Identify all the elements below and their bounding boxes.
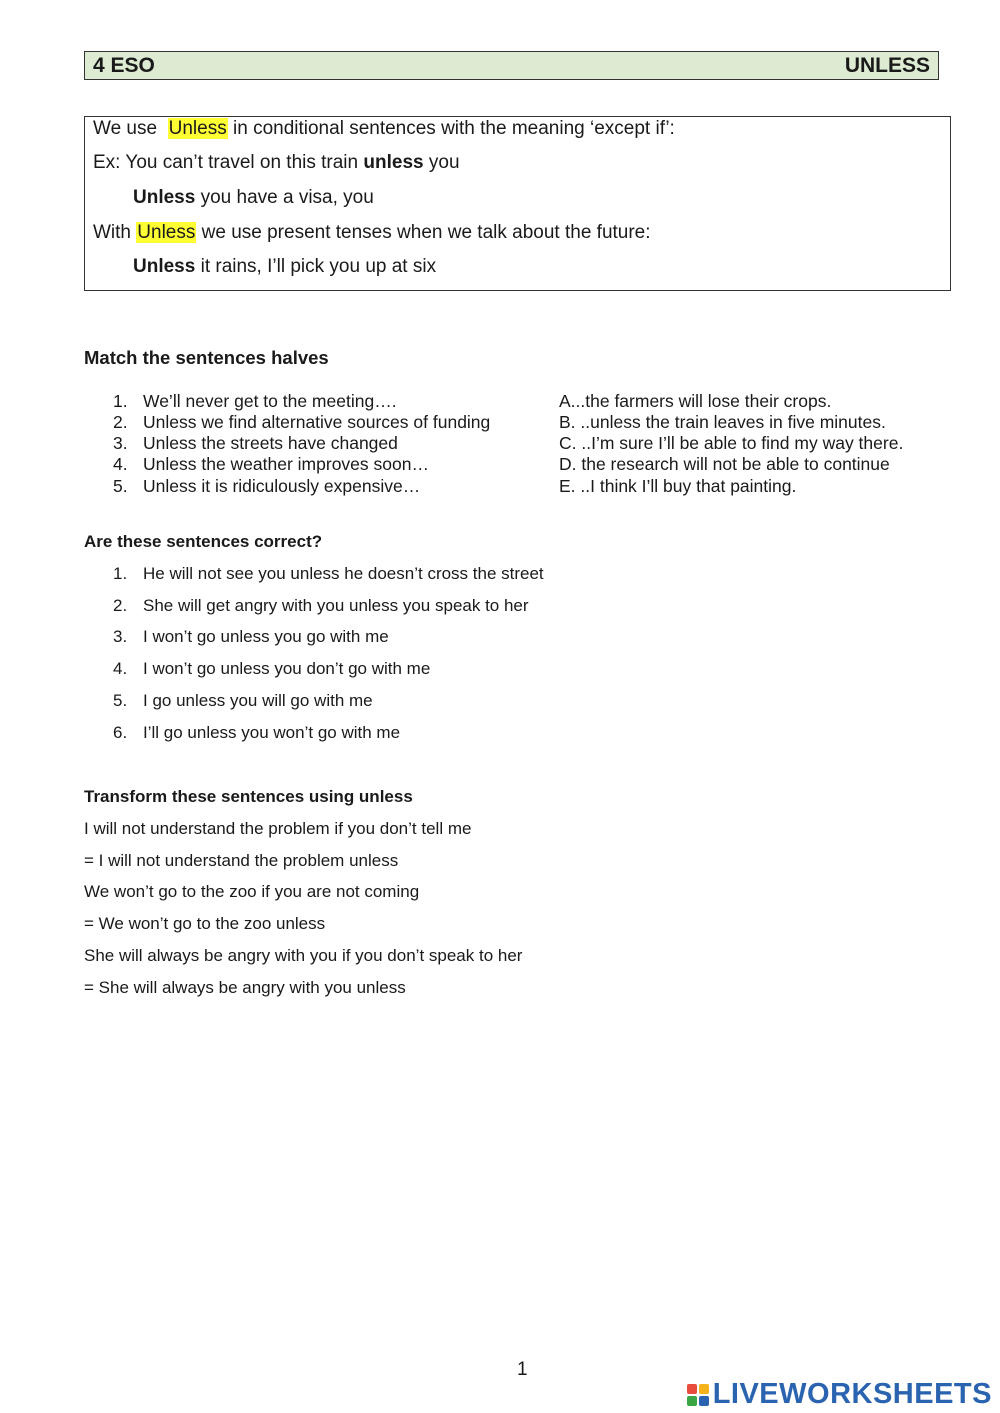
match-left-item: 4. Unless the weather improves soon… xyxy=(113,454,429,474)
rule-line-4: With Unless we use present tenses when we talk about the future: xyxy=(93,222,651,243)
match-right-item: E. ..I think I’ll buy that painting. xyxy=(559,476,797,496)
match-right-item: D. the research will not be able to continue xyxy=(559,454,890,474)
match-right-item: B. ..unless the train leaves in five minutes. xyxy=(559,412,886,432)
transform-line: I will not understand the problem if you don’t tell me xyxy=(84,819,472,838)
rule-line-5: Unless it rains, I’ll pick you up at six xyxy=(133,256,437,277)
correct-item: 1. He will not see you unless he doesn’t cross the street xyxy=(113,564,544,583)
highlighted-keyword: Unless xyxy=(168,118,227,139)
rule-line-3: Unless you have a visa, you xyxy=(133,187,374,208)
match-right-item: A...the farmers will lose their crops. xyxy=(559,391,832,411)
match-left-item: 2. Unless we find alternative sources of funding xyxy=(113,412,491,432)
correct-item: 5. I go unless you will go with me xyxy=(113,691,373,710)
correct-item: 4. I won’t go unless you don’t go with me xyxy=(113,659,431,678)
correct-item: 2. She will get angry with you unless you speak to her xyxy=(113,596,529,615)
logo-text: LIVEWORKSHEETS xyxy=(712,1378,992,1410)
grammar-rule-box xyxy=(84,116,951,291)
transform-line: = She will always be angry with you unless xyxy=(84,978,406,997)
correct-item: 3. I won’t go unless you go with me xyxy=(113,627,389,646)
course-label: 4 ESO xyxy=(93,54,155,77)
page-number: 1 xyxy=(517,1359,528,1380)
match-heading: Match the sentences halves xyxy=(84,347,329,368)
transform-line: = I will not understand the problem unless xyxy=(84,851,399,870)
transform-heading: Transform these sentences using unless xyxy=(84,787,413,806)
transform-line: She will always be angry with you if you don’t speak to her xyxy=(84,946,523,965)
match-left-item: 5. Unless it is ridiculously expensive… xyxy=(113,476,421,496)
match-left-item: 3. Unless the streets have changed xyxy=(113,433,398,453)
transform-line: We won’t go to the zoo if you are not coming xyxy=(84,882,420,901)
highlighted-keyword: Unless xyxy=(137,222,196,243)
rule-line-1: We use Unless in conditional sentences with the meaning ‘except if’: xyxy=(93,118,675,139)
logo-blocks-icon xyxy=(687,1384,709,1406)
correct-item: 6. I’ll go unless you won’t go with me xyxy=(113,723,401,742)
liveworksheets-logo xyxy=(687,1378,992,1411)
title-bar xyxy=(84,51,939,80)
rule-line-2: Ex: You can’t travel on this train unless you xyxy=(93,152,460,173)
transform-line: = We won’t go to the zoo unless xyxy=(84,914,326,933)
match-left-item: 1. We’ll never get to the meeting…. xyxy=(113,391,397,411)
topic-title: UNLESS xyxy=(844,54,930,77)
match-right-item: C. ..I’m sure I’ll be able to find my way there. xyxy=(559,433,904,453)
correct-heading: Are these sentences correct? xyxy=(84,532,323,551)
